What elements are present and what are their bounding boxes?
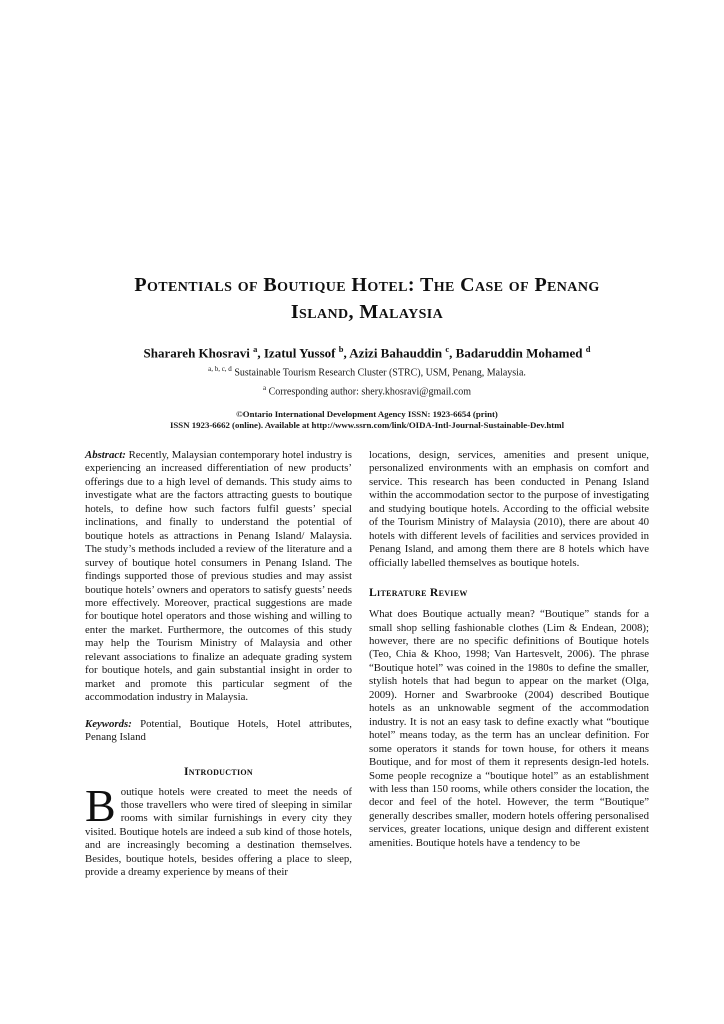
abstract-paragraph bbox=[85, 449, 352, 705]
introduction-paragraph bbox=[85, 779, 352, 880]
affiliation-line bbox=[85, 363, 649, 379]
corresponding-text: Corresponding author: shery.khosravi@gmail.com bbox=[268, 385, 472, 397]
literature-review-paragraph: What does Boutique actually mean? “Boutique” stands for a small shop selling fashionable clothes (Lim & Endean, 2008); however, there are no specific definitions of Boutique hotels (Teo, Chia & Khoo, 1998; Van Hartesvelt, 2006). The phrase “Boutique hotel” was coined in the 1980s to define the smaller, stylish hotels that had begun to appear on the market (Olga, 2009). Horner and Swarbrooke (2004) described Boutique hotels as an unknowable segment of the accommodation industry. It is not an easy task to define exactly what “boutique hotel” means today, as the term has an unclear definition. For some operators it stands for town house, for others it means Boutique, and for most of them it represents design-led hotels. Some people recognize a “boutique hotel” as an establishment with less than 150 rooms, while others consider the location, the decor and feel of the hotel. However, the term “Boutique” generally describes smaller, modern hotels offering personalised services, greater locations, unique design and different existent amenities. Boutique hotels have a tendency to be bbox=[369, 608, 649, 849]
introduction-text: outique hotels were created to meet the needs of those travellers who were tired of sleeping in similar rooms with similar furnishings in every city they visited. Boutique hotels are indeed a sub kind of those hotels, and are increasingly becoming a destination themselves. Besides, boutique hotels, besides offering a place to sleep, provide a dreamy experience by means of their bbox=[85, 785, 352, 879]
keywords-text: Potential, Boutique Hotels, Hotel attributes, Penang Island bbox=[85, 717, 352, 744]
affiliation-text: Sustainable Tourism Research Cluster (STRC), USM, Penang, Malaysia. bbox=[234, 367, 526, 379]
author-name: Sharareh Khosravi bbox=[143, 345, 250, 361]
affiliation-marks: a, b, c, d bbox=[208, 365, 232, 374]
author-name: Badaruddin Mohamed bbox=[455, 345, 583, 361]
publisher-block bbox=[85, 409, 649, 432]
author-separator: , bbox=[449, 345, 456, 361]
author-name: Azizi Bahauddin bbox=[349, 345, 443, 361]
keywords-label: Keywords: bbox=[85, 717, 132, 730]
introduction-continued-paragraph: locations, design, services, amenities and present unique, personalized environments with an emphasis on comfort and service. This research has been conducted in Penang Island within the accommodation sector to the purpose of investigating and studying boutique hotels. According to the official website of the Tourism Ministry of Malaysia (2010), there are about 40 hotels with different levels of facilities and services provided in Penang Island, and among them there are 8 hotels which have officially labelled themselves as boutique hotels. bbox=[369, 448, 649, 569]
left-column bbox=[85, 449, 352, 880]
right-column bbox=[369, 449, 649, 880]
issn-online-line: ISSN 1923-6662 (online). Available at http://www.ssrn.com/link/OIDA-Intl-Journal-Sustainable-Dev.html bbox=[169, 420, 565, 431]
abstract-label: Abstract: bbox=[85, 448, 126, 461]
author-affiliation-mark: a bbox=[253, 344, 258, 354]
author-name: Izatul Yussof bbox=[263, 345, 336, 361]
paper-header bbox=[85, 272, 649, 432]
section-heading-literature-review: Literature Review bbox=[369, 586, 468, 600]
paper-content bbox=[85, 272, 649, 880]
author-affiliation-mark: d bbox=[585, 344, 591, 354]
keywords-paragraph bbox=[85, 718, 352, 745]
corresponding-author-line bbox=[85, 382, 649, 398]
section-heading-introduction: Introduction bbox=[183, 764, 253, 778]
issn-print-line: ©Ontario International Development Agency ISSN: 1923-6654 (print) bbox=[236, 408, 498, 419]
author-affiliation-mark: b bbox=[338, 344, 344, 354]
author-affiliation-mark: c bbox=[445, 344, 450, 354]
title-line-1: Potentials of Boutique Hotel: The Case of Penang bbox=[134, 274, 600, 296]
author-separator: , bbox=[343, 345, 350, 361]
drop-cap: B bbox=[85, 779, 116, 831]
author-separator: , bbox=[257, 345, 264, 361]
corresponding-mark: a bbox=[262, 383, 267, 392]
author-line bbox=[85, 341, 649, 361]
two-column-body bbox=[85, 449, 649, 880]
abstract-text: Recently, Malaysian contemporary hotel industry is experiencing an increased differentiation of new products’ offerings due to a high level of demands. This study aims to investigate what are the factors attracting guests to boutique hotels, to define how such factors fulfil guests’ special inclinations, and finally to understand the potential of boutique hotels as attractions in Penang Island/ Malaysia. The study’s methods included a review of the literature and a survey of boutique hotel consumers in Penang Island. The findings supported those of previous studies and may assist boutique hotels’ owners and operators to satisfy guests’ needs more effectively. Moreover, practical suggestions are made for boutique hotel operators and those wishing and willing to enter the market. Furthermore, the outcomes of this study may help the Tourism Ministry of Malaysia and other relevant associations to finalize an adequate grading system for boutique hotels, and gain substantial insight in order to market and promote this particular segment of the accommodation industry in Malaysia. bbox=[85, 448, 353, 704]
paper-title bbox=[85, 272, 649, 326]
title-line-2: Island, Malaysia bbox=[290, 301, 444, 323]
